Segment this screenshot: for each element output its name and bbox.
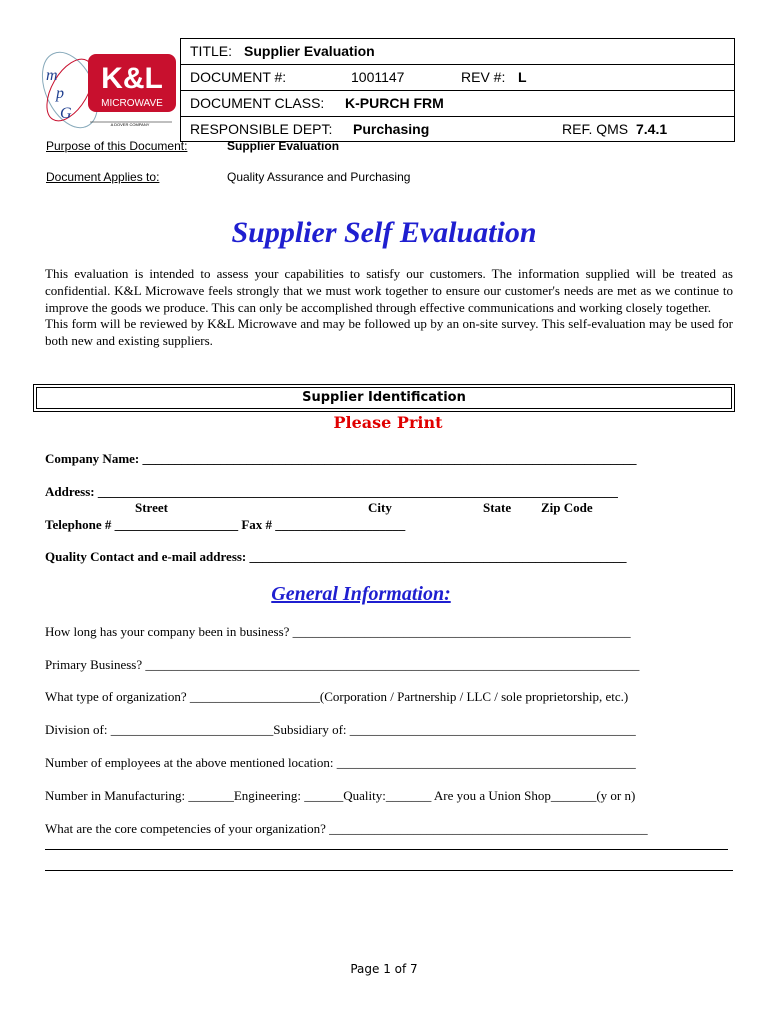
- address-field[interactable]: Address: ________________________________________________________________________________: [45, 484, 618, 499]
- answer-line-2[interactable]: [45, 870, 733, 871]
- title-value: Supplier Evaluation: [244, 43, 375, 59]
- class-label: DOCUMENT CLASS:: [190, 95, 325, 111]
- logo-sub: MICROWAVE: [101, 98, 163, 109]
- primary-business-field[interactable]: Primary Business? ____________________________________________________________________________: [45, 657, 640, 672]
- answer-line-1[interactable]: [45, 849, 728, 850]
- purpose-value: Supplier Evaluation: [227, 139, 340, 153]
- applies-label: Document Applies to:: [46, 170, 160, 184]
- company-name-field[interactable]: Company Name: ____________________________________________________________________________: [45, 451, 637, 466]
- title-label: TITLE:: [190, 43, 233, 59]
- logo-letter-g: G: [60, 105, 72, 122]
- document-header-table: [180, 38, 735, 142]
- purpose-label: Purpose of this Document:: [46, 139, 188, 153]
- logo-letter-p: p: [56, 85, 64, 102]
- supplier-identification-title: Supplier Identification: [36, 387, 732, 409]
- class-value: K-PURCH FRM: [345, 95, 444, 111]
- years-in-business-field[interactable]: How long has your company been in business? ____________________________________________________: [45, 624, 631, 639]
- doc-value: 1001147: [351, 69, 405, 85]
- page-title: Supplier Self Evaluation: [231, 216, 537, 249]
- core-competencies-field[interactable]: What are the core competencies of your organization? _________________________________________________: [45, 821, 648, 836]
- dept-label: RESPONSIBLE DEPT:: [190, 121, 333, 137]
- logo-tag: A DOVER COMPANY: [110, 122, 150, 127]
- applies-value: Quality Assurance and Purchasing: [227, 170, 411, 184]
- street-label: Street: [135, 500, 168, 515]
- state-label: State: [483, 500, 512, 515]
- company-logo: [40, 44, 180, 134]
- rev-value: L: [518, 69, 527, 85]
- quality-contact-field[interactable]: Quality Contact and e-mail address: __________________________________________________________: [45, 549, 627, 564]
- intro-paragraph-2: This form will be reviewed by K&L Microwave and may be followed up by an on-site survey. This self-evaluation may be used for both new and existing suppliers.: [45, 316, 733, 349]
- header-row-document: [181, 65, 734, 91]
- general-information-heading: General Information:: [271, 583, 451, 605]
- please-print-label: Please Print: [333, 413, 443, 432]
- city-label: City: [368, 500, 392, 515]
- intro-paragraph-1: This evaluation is intended to assess your capabilities to satisfy our customers. The information supplied will be treated as confidential. K&L Microwave feels strongly that we must work together to ensure our customer's needs are met as we continue to improve the goods we produce. This can only be accomplished through effective communications and working closely together.: [45, 266, 733, 315]
- header-row-class: [181, 91, 734, 117]
- organization-type-field[interactable]: What type of organization? ____________________(Corporation / Partnership / LLC / sole proprietorship, etc.): [45, 689, 629, 704]
- staff-breakdown-field[interactable]: Number in Manufacturing: _______Engineering: ______Quality:_______ Are you a Union Shop_______(y or n): [45, 788, 636, 803]
- rev-label: REV #:: [461, 69, 506, 85]
- page-number: Page 1 of 7: [350, 962, 418, 976]
- ref-value: 7.4.1: [636, 121, 668, 137]
- header-row-title: [181, 39, 734, 65]
- zip-label: Zip Code: [541, 500, 593, 515]
- ref-label: REF. QMS: [562, 121, 629, 137]
- logo-letter-m: m: [46, 67, 58, 84]
- intro-text: [45, 266, 733, 350]
- logo-brand: K&L: [101, 62, 163, 95]
- employees-field[interactable]: Number of employees at the above mentioned location: ______________________________________________: [45, 755, 636, 770]
- supplier-identification-banner: [33, 384, 735, 412]
- division-subsidiary-field[interactable]: Division of: _________________________Subsidiary of: ____________________________________________: [45, 722, 636, 737]
- telephone-fax-field[interactable]: Telephone # ___________________ Fax # ____________________: [45, 517, 406, 532]
- doc-label: DOCUMENT #:: [190, 69, 287, 85]
- dept-value: Purchasing: [353, 121, 430, 137]
